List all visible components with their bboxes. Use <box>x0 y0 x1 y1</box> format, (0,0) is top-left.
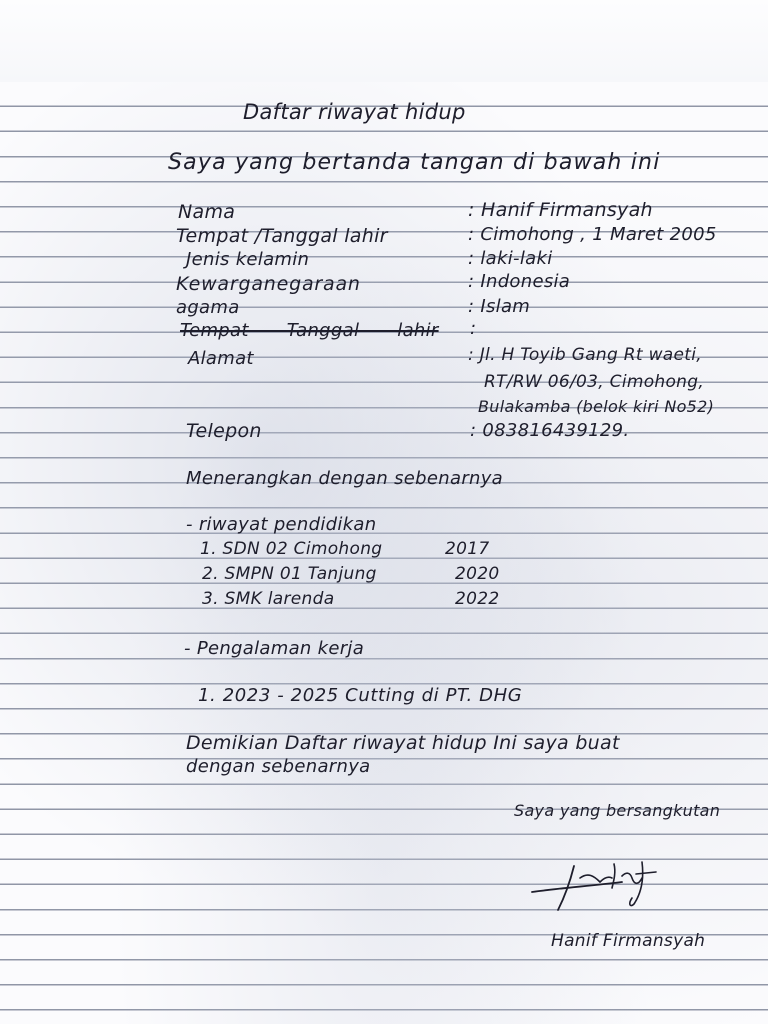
education-year-2: 2020 <box>455 564 500 584</box>
work-heading: - Pengalaman kerja <box>184 638 365 659</box>
education-item-1: 1. SDN 02 Cimohong <box>200 539 383 559</box>
address-line-3: Bulakamba (belok kiri No52) <box>478 397 715 416</box>
education-item-3: 3. SMK larenda <box>202 589 335 609</box>
address-label: Alamat <box>188 348 254 369</box>
intro-sentence: Saya yang bertanda tangan di bawah ini <box>168 150 661 175</box>
field-value-citizenship: : Indonesia <box>468 271 571 292</box>
closing-line-1: Demikian Daftar riwayat hidup Ini saya buat <box>186 732 620 754</box>
field-value-birth: : Cimohong , 1 Maret 2005 <box>468 224 717 245</box>
document-title: Daftar riwayat hidup <box>243 100 466 124</box>
address-line-1: : Jl. H Toyib Gang Rt waeti, <box>468 345 702 365</box>
sign-off-text: Saya yang bersangkutan <box>514 801 721 820</box>
signer-name: Hanif Firmansyah <box>551 931 706 951</box>
field-label-name: Nama <box>178 201 236 223</box>
signature-image <box>530 848 670 918</box>
phone-value: : 083816439129. <box>470 420 630 441</box>
field-value-gender: : laki-laki <box>468 248 553 269</box>
field-label-birth: Tempat /Tanggal lahir <box>176 225 388 247</box>
paper-top-margin <box>0 0 768 82</box>
education-item-2: 2. SMPN 01 Tanjung <box>202 564 377 584</box>
work-item-1: 1. 2023 - 2025 Cutting di PT. DHG <box>198 685 523 706</box>
phone-label: Telepon <box>186 420 262 442</box>
field-label-citizenship: Kewarganegaraan <box>176 273 361 295</box>
address-line-2: RT/RW 06/03, Cimohong, <box>484 372 705 392</box>
education-year-3: 2022 <box>455 589 500 609</box>
field-label-gender: Jenis kelamin <box>186 249 310 270</box>
crossed-out-text: Tempat Tanggal lahir <box>180 320 439 341</box>
education-heading: - riwayat pendidikan <box>186 514 377 535</box>
statement-text: Menerangkan dengan sebenarnya <box>186 468 504 489</box>
education-year-1: 2017 <box>445 539 490 559</box>
field-value-name: : Hanif Firmansyah <box>468 199 653 221</box>
crossed-out-colon: : <box>470 318 477 339</box>
field-value-religion: : Islam <box>468 296 531 317</box>
field-label-religion: agama <box>176 297 240 318</box>
closing-line-2: dengan sebenarnya <box>186 756 371 777</box>
